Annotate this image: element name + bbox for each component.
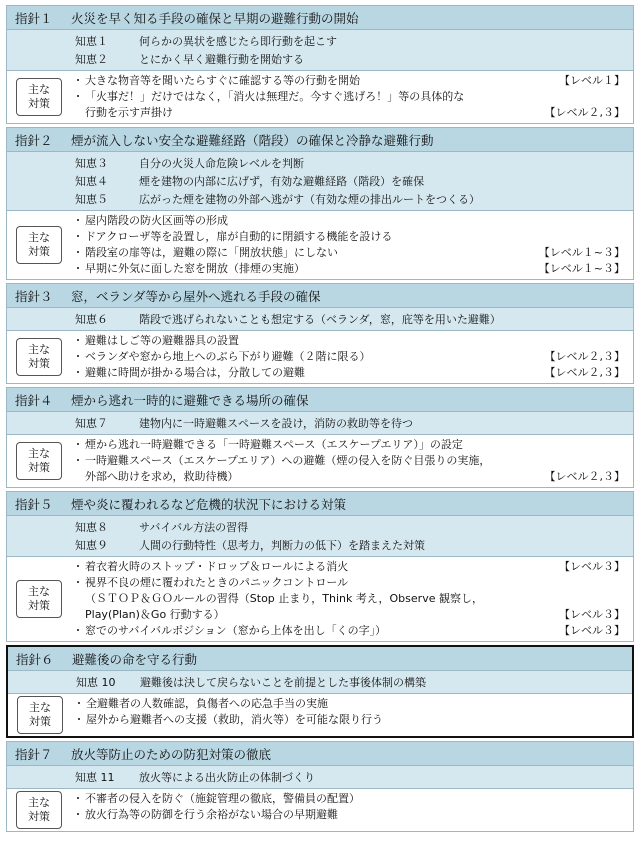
measures-block: [7, 556, 633, 641]
measure-text: 外部へ助けを求め，救助待機）: [85, 470, 239, 483]
measures-block: [8, 693, 632, 736]
guideline-number: 指針２: [15, 132, 53, 148]
guideline-header: [7, 492, 633, 515]
measure-body: [85, 245, 625, 261]
bullet-icon: ・: [72, 262, 84, 275]
badge-label: 主な: [28, 585, 50, 598]
guideline-section: [6, 283, 634, 384]
badge-column: [8, 696, 72, 734]
wisdom-text: 煙を建物の内部に広げず，有効な避難経路（階段）を確保: [139, 175, 425, 188]
bullet-icon: ・: [72, 334, 84, 347]
wisdom-item: [7, 536, 633, 554]
badge-column: [7, 73, 71, 121]
bullet-icon: ・: [72, 454, 84, 467]
measure-body: [85, 807, 625, 823]
wisdom-number: 知恵１: [75, 35, 108, 48]
measure-text: 煙から逃れ一時避難できる「一時避難スペース（エスケープエリア）」の設定: [85, 438, 463, 451]
measure-item: [72, 712, 624, 728]
measures-block: [7, 788, 633, 831]
wisdom-text: 広がった煙を建物の外部へ逃がす（有効な煙の排出ルートをつくる）: [139, 193, 480, 206]
wisdom-list: [7, 29, 633, 70]
measure-line: [85, 245, 625, 261]
badge-column: [7, 437, 71, 485]
guideline-header: [7, 284, 633, 307]
main-measures-badge: [16, 791, 62, 829]
badge-label: 主な: [29, 701, 51, 714]
measure-text: 屋外から避難者への支援（救助，消火等）を可能な限り行う: [86, 713, 383, 726]
wisdom-item: [7, 414, 633, 432]
level-tag: 【レベル１】: [559, 74, 625, 87]
guideline-section: [6, 741, 634, 832]
guideline-number: 指針５: [15, 496, 53, 512]
bullet-icon: ・: [72, 230, 84, 243]
badge-label: 主な: [28, 447, 50, 460]
guideline-header: [7, 128, 633, 151]
badge-label: 対策: [28, 461, 50, 474]
bullet-icon: ・: [72, 438, 84, 451]
measure-item: [71, 559, 625, 575]
guideline-header: [8, 647, 632, 670]
badge-label: 対策: [29, 715, 51, 728]
level-tag: 【レベル２,３】: [544, 350, 625, 363]
measure-line: [85, 575, 625, 591]
badge-label: 対策: [28, 599, 50, 612]
measure-text: 全避難者の人数確認，負傷者への応急手当の実施: [86, 697, 328, 710]
measure-text: 大きな物音等を聞いたらすぐに確認する等の行動を開始: [85, 74, 360, 87]
badge-label: 主な: [28, 343, 50, 356]
wisdom-item: [7, 50, 633, 68]
measure-body: [85, 349, 625, 365]
measure-item: [72, 696, 624, 712]
measure-item: [71, 73, 625, 89]
measure-line: [85, 261, 625, 277]
guideline-number: 指針６: [16, 651, 54, 667]
main-measures-badge: [16, 338, 62, 376]
measure-item: [71, 261, 625, 277]
measure-item: [71, 575, 625, 623]
measures-block: [7, 70, 633, 123]
wisdom-list: [7, 307, 633, 330]
measure-line: [86, 696, 624, 712]
guideline-number: 指針１: [15, 10, 53, 26]
wisdom-text: 人間の行動特性（思考力，判断力の低下）を踏まえた対策: [139, 539, 425, 552]
bullet-icon: ・: [72, 808, 84, 821]
guideline-title: 火災を早く知る手段の確保と早期の避難行動の開始: [71, 10, 359, 26]
wisdom-item: [7, 172, 633, 190]
measure-text: Play(Plan)＆Go 行動する）: [85, 608, 225, 621]
guideline-section: [6, 491, 634, 642]
measures-list: [71, 791, 633, 829]
badge-column: [7, 333, 71, 381]
guideline-section: [6, 5, 634, 124]
wisdom-number: 知恵３: [75, 157, 108, 170]
bullet-icon: ・: [72, 350, 84, 363]
measures-block: [7, 434, 633, 487]
bullet-icon: ・: [72, 792, 84, 805]
measure-body: [85, 365, 625, 381]
main-measures-badge: [16, 226, 62, 264]
measure-body: [85, 333, 625, 349]
guideline-section: [6, 645, 634, 738]
wisdom-text: 放火等による出火防止の体制づくり: [139, 771, 315, 784]
measure-text: 早期に外気に面した窓を開放（排煙の実施）: [85, 262, 305, 275]
badge-label: 主な: [28, 796, 50, 809]
measure-line: [85, 213, 625, 229]
wisdom-list: [7, 411, 633, 434]
measure-body: [85, 73, 625, 89]
measure-item: [71, 623, 625, 639]
measure-body: [85, 89, 625, 121]
measure-body: [85, 213, 625, 229]
measure-body: [85, 559, 625, 575]
wisdom-number: 知恵８: [75, 521, 108, 534]
wisdom-text: 建物内に一時避難スペースを設け，消防の救助等を待つ: [139, 417, 414, 430]
wisdom-list: [8, 670, 632, 693]
measure-text: 視界不良の煙に覆われたときのパニックコントロール: [85, 576, 349, 589]
bullet-icon: ・: [72, 624, 84, 637]
guideline-section: [6, 387, 634, 488]
measure-item: [71, 437, 625, 453]
measure-line: [86, 712, 624, 728]
wisdom-number: 知恵２: [75, 53, 108, 66]
guideline-title: 煙から逃れ一時的に避難できる場所の確保: [71, 392, 309, 408]
measure-text: ベランダや窓から地上へのぶら下がり避難（２階に限る）: [85, 350, 371, 363]
wisdom-item: [7, 310, 633, 328]
wisdom-text: 何らかの異状を感じたら即行動を起こす: [139, 35, 337, 48]
measure-line: [85, 333, 625, 349]
measure-item: [71, 349, 625, 365]
guideline-title: 煙が流入しない安全な避難経路（階段）の確保と冷静な避難行動: [71, 132, 434, 148]
measures-list: [71, 73, 633, 121]
badge-column: [7, 559, 71, 639]
measure-text: （ＳＴＯＰ＆ＧＯルールの習得（Stop 止まり，Think 考え，Observe 観察し，: [85, 592, 483, 605]
level-tag: 【レベル１~３】: [538, 262, 625, 275]
guideline-header: [7, 6, 633, 29]
measure-text: 一時避難スペース（エスケープエリア）への避難（煙の侵入を防ぐ目張りの実施，: [85, 454, 491, 467]
measure-body: [85, 229, 625, 245]
measure-line: [85, 89, 625, 105]
level-tag: 【レベル３】: [559, 624, 625, 637]
guideline-header: [7, 742, 633, 765]
measure-line: [85, 791, 625, 807]
wisdom-number: 知恵 11: [75, 771, 115, 784]
measures-list: [71, 333, 633, 381]
measure-line: [85, 591, 625, 607]
measure-line: [85, 559, 625, 575]
measure-text: 避難に時間が掛かる場合は，分散しての避難: [85, 366, 305, 379]
guideline-section: [6, 127, 634, 280]
wisdom-text: サバイバル方法の習得: [139, 521, 249, 534]
bullet-icon: ・: [72, 246, 84, 259]
wisdom-list: [7, 765, 633, 788]
guideline-title: 避難後の命を守る行動: [72, 651, 198, 667]
level-tag: 【レベル２,３】: [544, 366, 625, 379]
measure-body: [85, 437, 625, 453]
wisdom-list: [7, 515, 633, 556]
measure-text: 放火行為等の防御を行う余裕がない場合の早期避難: [85, 808, 338, 821]
measure-line: [85, 607, 625, 623]
wisdom-item: [7, 190, 633, 208]
measures-block: [7, 330, 633, 383]
badge-label: 主な: [28, 83, 50, 96]
measure-body: [85, 623, 625, 639]
bullet-icon: ・: [73, 697, 85, 710]
measure-text: 避難はしご等の避難器具の設置: [85, 334, 239, 347]
bullet-icon: ・: [72, 74, 84, 87]
wisdom-number: 知恵４: [75, 175, 108, 188]
badge-label: 対策: [28, 245, 50, 258]
level-tag: 【レベル１~３】: [538, 246, 625, 259]
measure-item: [71, 213, 625, 229]
wisdom-text: 自分の火災人命危険レベルを判断: [139, 157, 304, 170]
badge-label: 対策: [28, 810, 50, 823]
measure-item: [71, 89, 625, 121]
measure-line: [85, 73, 625, 89]
guideline-number: 指針４: [15, 392, 53, 408]
main-measures-badge: [16, 580, 62, 618]
main-measures-badge: [16, 442, 62, 480]
measure-item: [71, 453, 625, 485]
measure-text: 窓でのサバイバルポジション（窓から上体を出し「くの字」）: [85, 624, 387, 637]
level-tag: 【レベル３】: [559, 560, 625, 573]
bullet-icon: ・: [72, 90, 84, 103]
measure-text: 不審者の侵入を防ぐ（施錠管理の徹底，警備員の配置）: [85, 792, 360, 805]
measure-body: [85, 261, 625, 277]
measure-item: [71, 245, 625, 261]
badge-label: 対策: [28, 97, 50, 110]
measure-body: [86, 712, 624, 728]
badge-column: [7, 213, 71, 277]
measure-line: [85, 105, 625, 121]
measures-list: [72, 696, 632, 734]
measure-item: [71, 229, 625, 245]
guideline-number: 指針７: [15, 746, 53, 762]
wisdom-list: [7, 151, 633, 210]
guideline-title: 放火等防止のための防犯対策の徹底: [71, 746, 272, 762]
measure-text: ドアクローザ等を設置し，扉が自動的に閉鎖する機能を設ける: [85, 230, 393, 243]
measure-line: [85, 229, 625, 245]
bullet-icon: ・: [72, 366, 84, 379]
guideline-title: 窓，ベランダ等から屋外へ逃れる手段の確保: [71, 288, 321, 304]
measure-text: 着衣着火時のストップ・ドロップ＆ロールによる消火: [85, 560, 349, 573]
measures-block: [7, 210, 633, 279]
measure-line: [85, 623, 625, 639]
bullet-icon: ・: [72, 214, 84, 227]
wisdom-number: 知恵９: [75, 539, 108, 552]
main-measures-badge: [17, 696, 63, 734]
wisdom-number: 知恵 10: [76, 676, 116, 689]
measure-text: 階段室の扉等は，避難の際に「開放状態」にしない: [85, 246, 338, 259]
measure-item: [71, 365, 625, 381]
wisdom-number: 知恵７: [75, 417, 108, 430]
wisdom-number: 知恵６: [75, 313, 108, 326]
wisdom-item: [7, 154, 633, 172]
measure-line: [85, 807, 625, 823]
measure-line: [85, 453, 625, 469]
measure-text: 屋内階段の防火区画等の形成: [85, 214, 228, 227]
measure-item: [71, 333, 625, 349]
wisdom-number: 知恵５: [75, 193, 108, 206]
wisdom-text: 階段で逃げられないことも想定する（ベランダ，窓，庇等を用いた避難）: [139, 313, 501, 326]
guideline-number: 指針３: [15, 288, 53, 304]
measure-text: 行動を示す声掛け: [85, 106, 173, 119]
badge-label: 対策: [28, 357, 50, 370]
guideline-document: [6, 5, 634, 835]
measure-text: 「火事だ！」だけではなく，「消火は無理だ。今すぐ逃げろ！」等の具体的な: [85, 90, 465, 103]
wisdom-text: とにかく早く避難行動を開始する: [139, 53, 304, 66]
level-tag: 【レベル３】: [559, 608, 625, 621]
level-tag: 【レベル２,３】: [544, 106, 625, 119]
badge-label: 主な: [28, 231, 50, 244]
wisdom-item: [7, 518, 633, 536]
measure-item: [71, 807, 625, 823]
measure-item: [71, 791, 625, 807]
measures-list: [71, 213, 633, 277]
measure-line: [85, 437, 625, 453]
measure-body: [85, 453, 625, 485]
measure-line: [85, 469, 625, 485]
bullet-icon: ・: [72, 560, 84, 573]
measure-body: [86, 696, 624, 712]
level-tag: 【レベル２,３】: [544, 470, 625, 483]
bullet-icon: ・: [73, 713, 85, 726]
badge-column: [7, 791, 71, 829]
wisdom-item: [7, 32, 633, 50]
guideline-header: [7, 388, 633, 411]
bullet-icon: ・: [72, 576, 84, 589]
measure-line: [85, 365, 625, 381]
wisdom-item: [8, 673, 632, 691]
measure-line: [85, 349, 625, 365]
measures-list: [71, 437, 633, 485]
wisdom-text: 避難後は決して戻らないことを前提とした事後体制の構築: [140, 676, 426, 689]
measures-list: [71, 559, 633, 639]
main-measures-badge: [16, 78, 62, 116]
measure-body: [85, 575, 625, 623]
wisdom-item: [7, 768, 633, 786]
measure-body: [85, 791, 625, 807]
guideline-title: 煙や炎に覆われるなど危機的状況下における対策: [71, 496, 347, 512]
